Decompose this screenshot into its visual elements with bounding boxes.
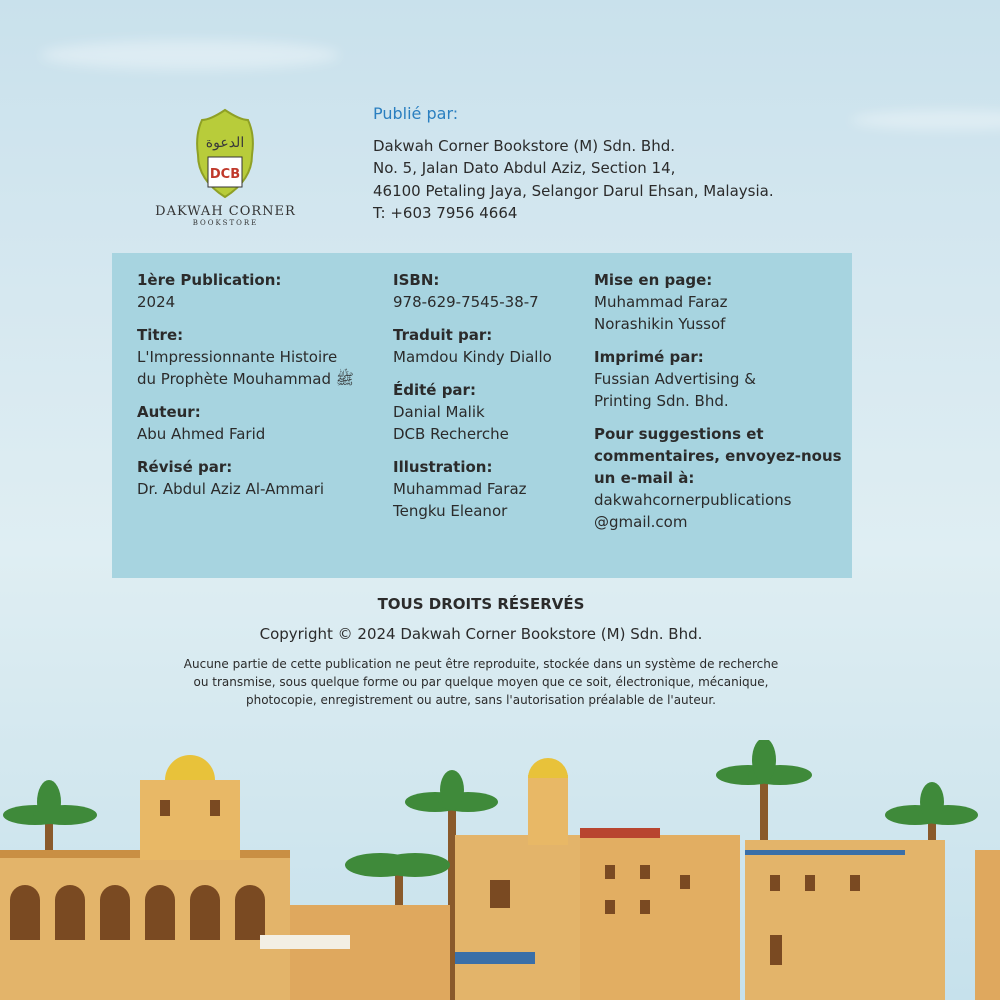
- credit-label: Auteur:: [137, 403, 201, 421]
- credit-label: ISBN:: [393, 271, 440, 289]
- credits-column-3: [594, 269, 844, 544]
- logo-subtitle: BOOKSTORE: [192, 219, 259, 227]
- credit-label: Traduit par:: [393, 326, 493, 344]
- rights-heading: TOUS DROITS RÉSERVÉS: [377, 595, 585, 613]
- credit-entry: [137, 401, 354, 445]
- credit-value: Tengku Eleanor: [393, 502, 508, 520]
- credit-entry: [393, 269, 552, 313]
- credit-label: Imprimé par:: [594, 348, 704, 366]
- credit-entry: [594, 423, 844, 533]
- credit-value: du Prophète Mouhammad ﷺ: [137, 370, 354, 388]
- credit-label: Révisé par:: [137, 458, 233, 476]
- credit-value: 978-629-7545-38-7: [393, 293, 539, 311]
- disclaimer: [0, 655, 962, 709]
- credit-value: Fussian Advertising &: [594, 370, 756, 388]
- publisher-line: No. 5, Jalan Dato Abdul Aziz, Section 14,: [373, 159, 676, 177]
- publisher-title: Publié par:: [373, 104, 459, 123]
- disclaimer-line: Aucune partie de cette publication ne peut être reproduite, stockée dans un système de recherche: [183, 657, 779, 671]
- logo-name: DAKWAH CORNER: [155, 204, 296, 219]
- town-illustration: [0, 740, 1000, 1000]
- credits-column-1: [137, 269, 354, 511]
- publisher-line: Dakwah Corner Bookstore (M) Sdn. Bhd.: [373, 136, 676, 155]
- credit-value: dakwahcornerpublications: [594, 491, 792, 509]
- credit-entry: [393, 379, 552, 445]
- credit-value: Muhammad Faraz: [393, 480, 527, 498]
- credit-entry: [594, 269, 844, 335]
- credit-entry: [137, 324, 354, 390]
- credits-column-2: [393, 269, 552, 533]
- disclaimer-line: photocopie, enregistrement ou autre, sans l'autorisation préalable de l'auteur.: [245, 693, 716, 707]
- publisher-block: [373, 103, 774, 225]
- credit-value: Abu Ahmed Farid: [137, 425, 266, 443]
- logo-monogram: DCB: [209, 167, 241, 182]
- disclaimer-line: ou transmise, sous quelque forme ou par quelque moyen que ce soit, électronique, mécanique,: [193, 675, 769, 689]
- credit-value: Norashikin Yussof: [594, 315, 726, 333]
- credit-entry: [137, 456, 354, 500]
- credit-label: Mise en page:: [594, 271, 713, 289]
- credit-label: Édité par:: [393, 381, 476, 399]
- credit-entry: [137, 269, 354, 313]
- credit-entry: [393, 456, 552, 522]
- publisher-line: 46100 Petaling Jaya, Selangor Darul Ehsan, Malaysia.: [373, 181, 774, 200]
- credit-value: @gmail.com: [594, 513, 688, 531]
- credit-value: Dr. Abdul Aziz Al-Ammari: [137, 480, 325, 498]
- credit-value: Mamdou Kindy Diallo: [393, 348, 552, 366]
- credit-value: Printing Sdn. Bhd.: [594, 392, 729, 410]
- credit-value: DCB Recherche: [393, 425, 509, 443]
- credit-label: Pour suggestions et commentaires, envoyez-nous un e-mail à:: [594, 425, 842, 487]
- credit-value: 2024: [137, 293, 176, 311]
- copyright-line: Copyright © 2024 Dakwah Corner Bookstore (M) Sdn. Bhd.: [259, 625, 703, 643]
- publisher-phone: T: +603 7956 4664: [373, 204, 518, 222]
- credit-label: Titre:: [137, 326, 184, 344]
- credit-value: Danial Malik: [393, 403, 485, 421]
- credit-entry: [393, 324, 552, 368]
- credits-box: [112, 253, 852, 578]
- credit-value: Muhammad Faraz: [594, 293, 728, 311]
- credit-label: Illustration:: [393, 458, 493, 476]
- logo-calligraphy: الدعوة: [205, 135, 245, 151]
- credit-entry: [594, 346, 844, 412]
- credit-label: 1ère Publication:: [137, 271, 282, 289]
- credit-value: L'Impressionnante Histoire: [137, 348, 338, 366]
